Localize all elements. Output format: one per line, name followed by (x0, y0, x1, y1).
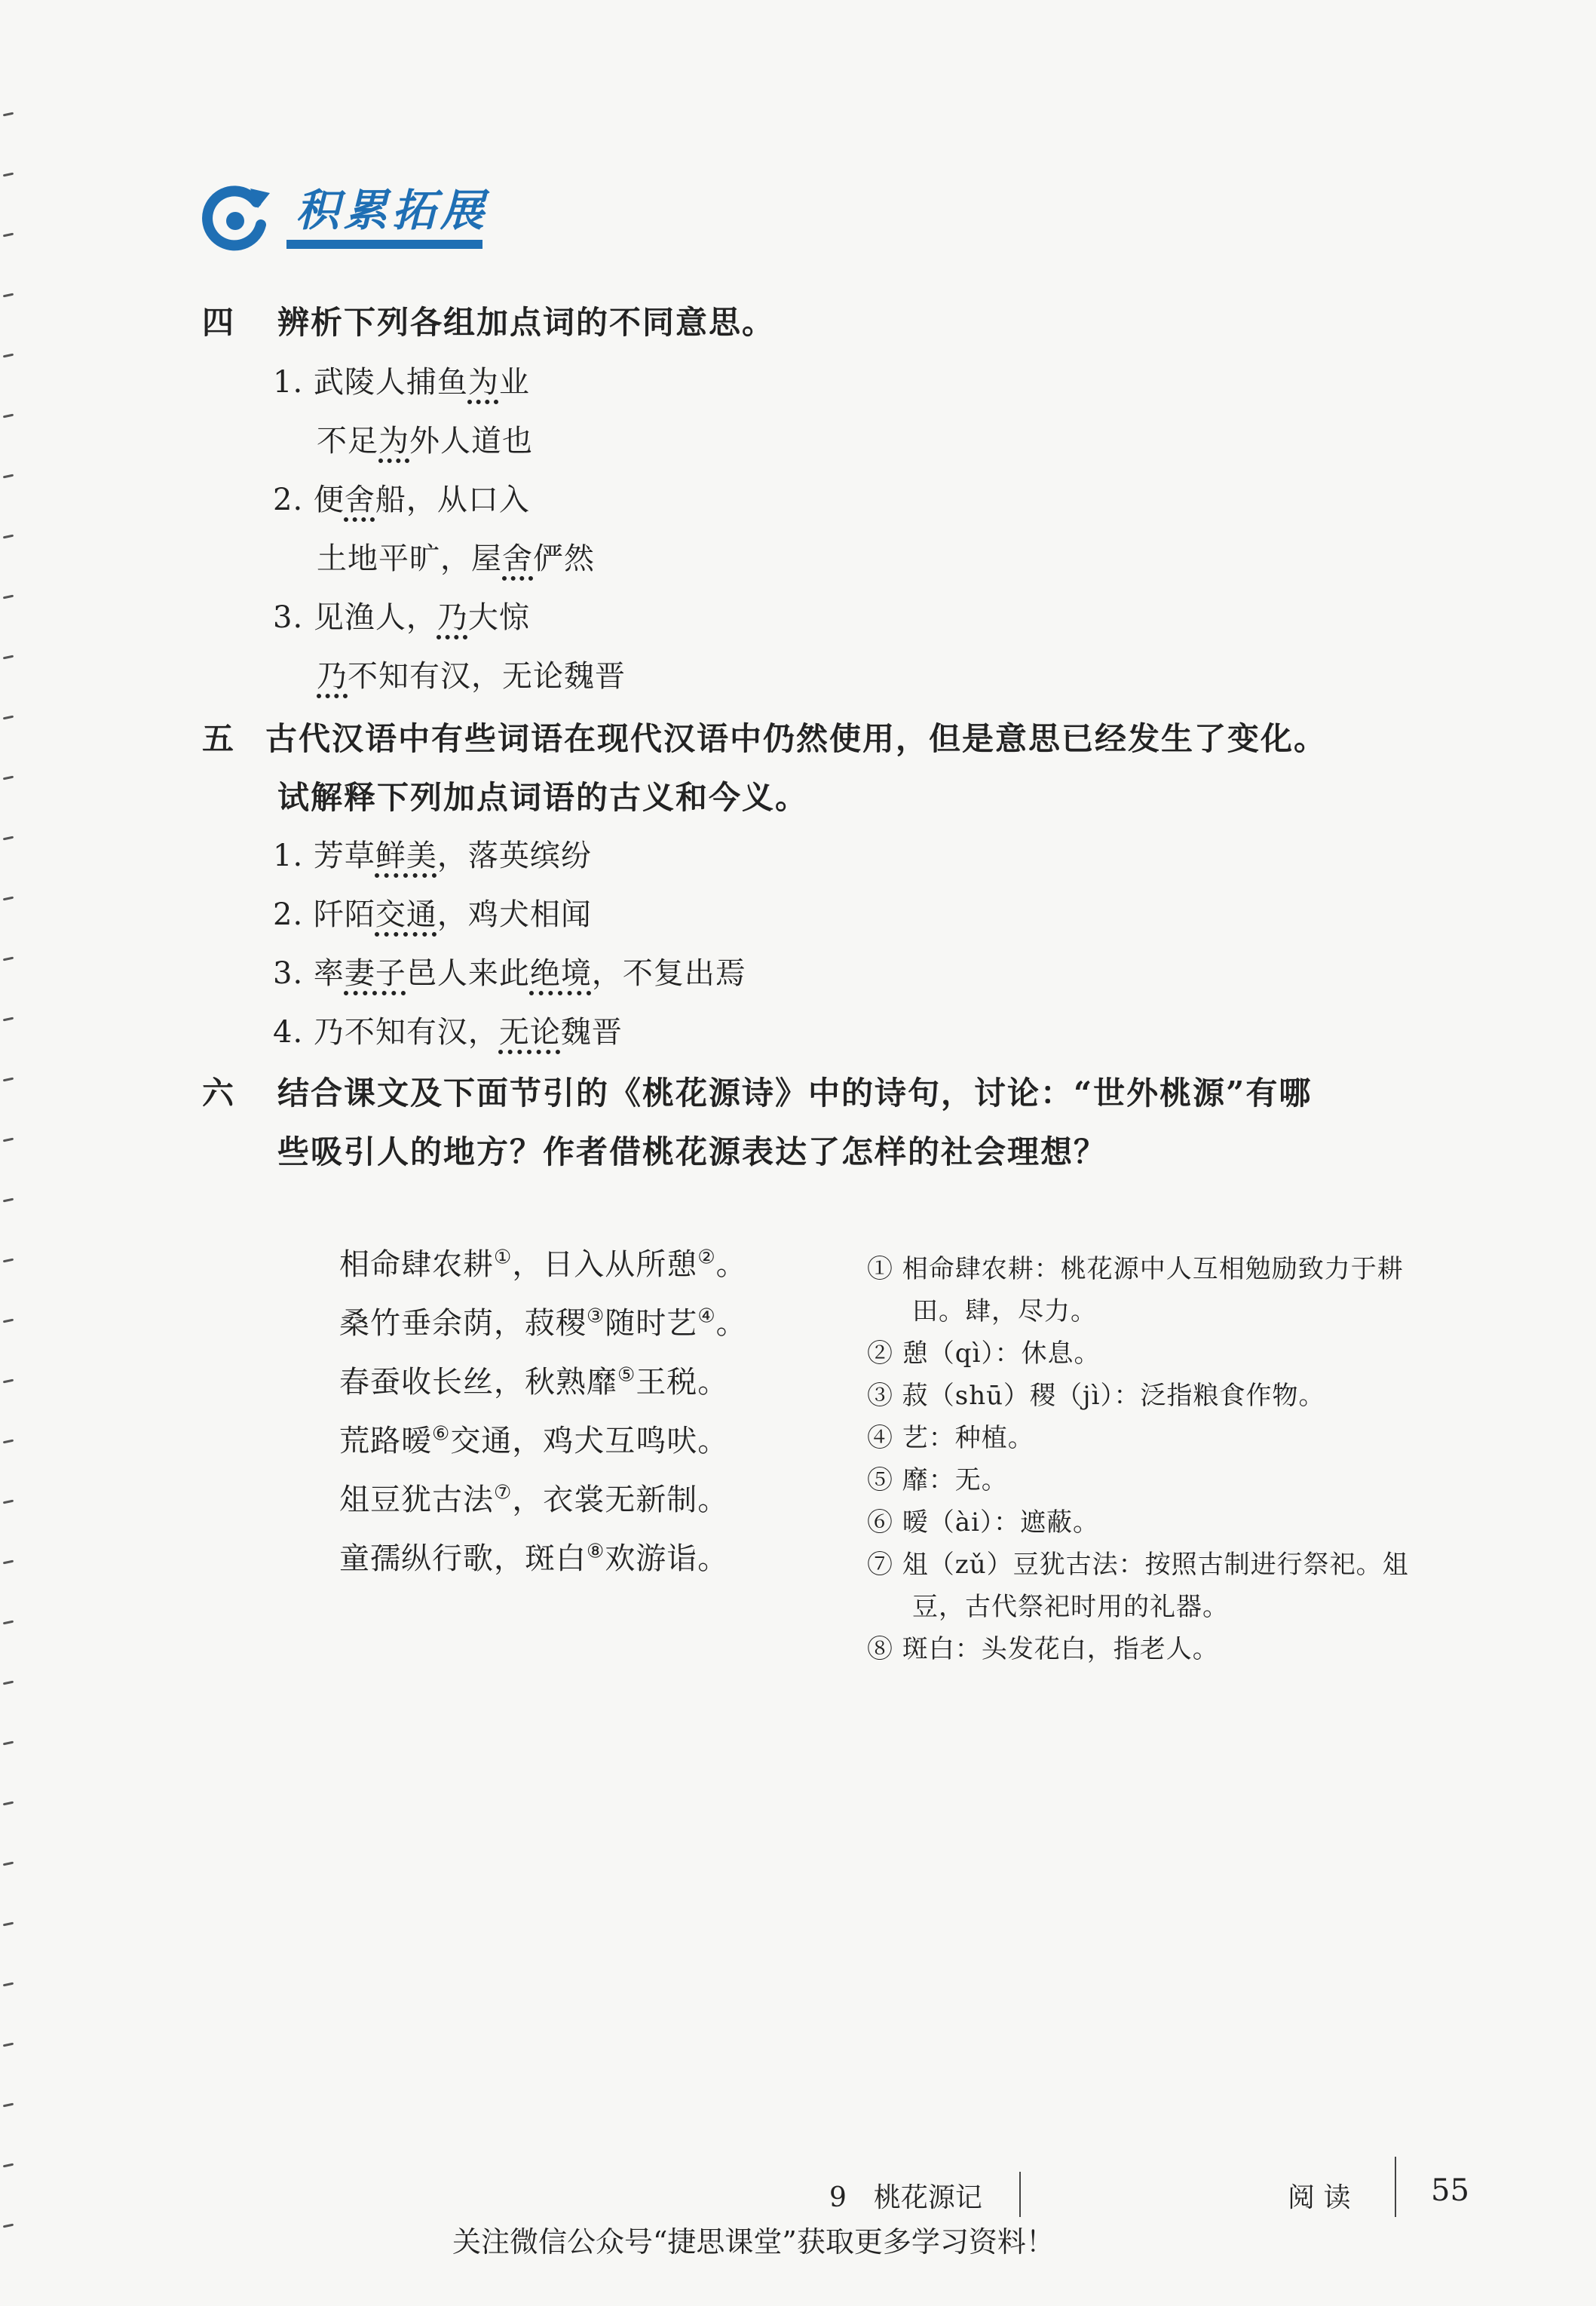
q5-item-3: 3. 率妻子邑人来此绝境，不复出焉 (273, 956, 746, 991)
promo-watermark-text: 关注微信公众号“捷思课堂”获取更多学习资料！ (452, 2225, 1055, 2258)
q5-item-1: 1. 芳草鲜美，落英缤纷 (273, 839, 592, 873)
swirl-arrow-icon (198, 179, 273, 255)
q4-item-2a: 2. 便舍船，从口入 (273, 483, 530, 517)
q5-item-2: 2. 阡陌交通，鸡犬相闻 (273, 897, 592, 932)
footnote: ① 相命肆农耕：桃花源中人互相勉励致力于耕 (867, 1254, 1404, 1284)
page-number: 55 (1431, 2173, 1469, 2208)
poem-line: 桑竹垂余荫，菽稷③随时艺④。 (339, 1305, 747, 1341)
footnote: ② 憩（qì）：休息。 (867, 1339, 1101, 1369)
poem-line: 春蚕收长丝，秋熟靡⑤王税。 (339, 1363, 729, 1400)
section-title-underline (286, 240, 482, 249)
question-6-number: 六 (202, 1075, 234, 1112)
footer-divider (1019, 2172, 1021, 2217)
footer-lesson-title: 9 桃花源记 (829, 2182, 982, 2213)
q5-item-4: 4. 乃不知有汉，无论魏晋 (273, 1015, 623, 1050)
spiral-binding (0, 0, 30, 2306)
section-title: 积累拓展 (296, 185, 489, 236)
question-4-number: 四 (202, 304, 234, 341)
poem-line: 俎豆犹古法⑦，衣裳无新制。 (339, 1481, 729, 1517)
footnote: ⑤ 靡：无。 (867, 1465, 1008, 1495)
footnote: ③ 菽（shū）稷（jì）：泛指粮食作物。 (867, 1381, 1325, 1411)
q4-item-3a: 3. 见渔人，乃大惊 (273, 600, 530, 635)
footer-divider (1395, 2157, 1396, 2217)
q4-item-2b: 土地平旷，屋舍俨然 (317, 541, 595, 576)
q4-item-1a: 1. 武陵人捕鱼为业 (273, 365, 530, 400)
poem-line: 童孺纵行歌，斑白⑧欢游诣。 (339, 1540, 729, 1576)
footnote: ⑧ 斑白：头发花白，指老人。 (867, 1634, 1219, 1664)
question-5-prompt-line-1: 古代汉语中有些词语在现代汉语中仍然使用，但是意思已经发生了变化。 (265, 720, 1328, 757)
question-5-number: 五 (202, 720, 234, 757)
footnote: ⑥ 暧（ài）：遮蔽。 (867, 1507, 1099, 1538)
question-4-prompt: 辨析下列各组加点词的不同意思。 (277, 304, 776, 341)
poem-line: 相命肆农耕①，日入从所憩②。 (339, 1246, 747, 1282)
footnote-continued: 田。肆，尽力。 (912, 1296, 1097, 1326)
question-6-prompt-line-2: 些吸引人的地方？作者借桃花源表达了怎样的社会理想？ (277, 1133, 1107, 1170)
footnote: ⑦ 俎（zǔ）豆犹古法：按照古制进行祭祀。俎 (867, 1550, 1409, 1580)
q4-item-3b: 乃不知有汉，无论魏晋 (317, 659, 626, 694)
question-6-prompt-line-1: 结合课文及下面节引的《桃花源诗》中的诗句，讨论：“世外桃源”有哪 (277, 1075, 1313, 1112)
footnote: ④ 艺：种植。 (867, 1423, 1034, 1453)
q4-item-1b: 不足为外人道也 (317, 424, 533, 458)
footer-unit: 阅 读 (1288, 2182, 1351, 2213)
footnote-continued: 豆，古代祭祀时用的礼器。 (912, 1592, 1229, 1622)
question-5-prompt-line-2: 试解释下列加点词语的古义和今义。 (277, 779, 809, 816)
poem-line: 荒路暧⑥交通，鸡犬互鸣吠。 (339, 1422, 729, 1458)
